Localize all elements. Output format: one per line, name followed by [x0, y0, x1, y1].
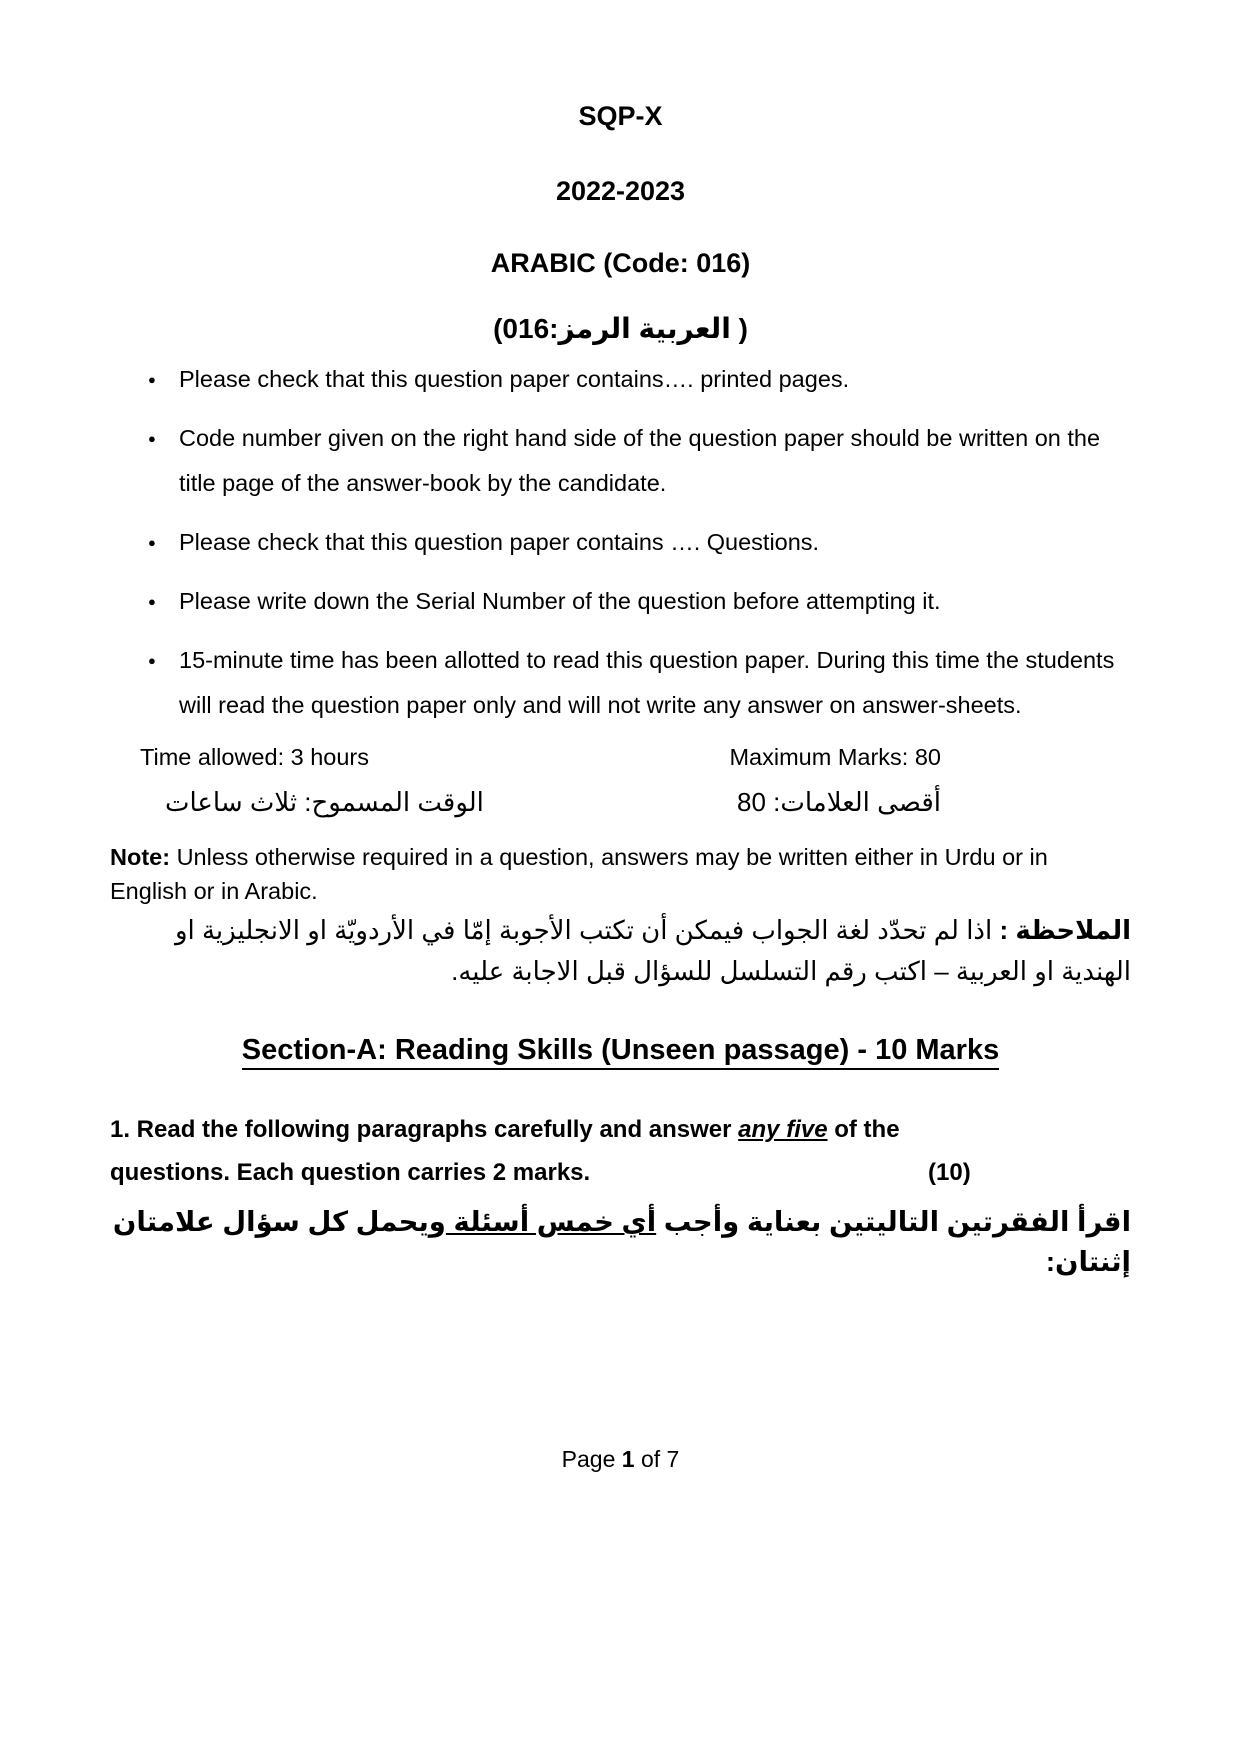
page-number: 1	[621, 1446, 635, 1472]
question-1-arabic-before: اقرأ الفقرتين التاليتين بعناية وأجب	[656, 1206, 1131, 1237]
instruction-text: Please check that this question paper contains …. Questions.	[179, 529, 820, 555]
instruction-item	[110, 638, 1131, 728]
page-label-prefix: Page	[561, 1446, 622, 1472]
subject-title-arabic: ( العربية الرمز:016)	[493, 313, 748, 344]
question-1-text-arabic	[110, 1202, 1131, 1282]
maximum-marks-label-arabic: أقصى العلامات: 80	[737, 787, 941, 817]
note-label: Note:	[110, 844, 171, 870]
page-label-suffix: of 7	[634, 1446, 680, 1472]
paper-code-title: SQP-X	[578, 101, 663, 131]
note-text: Unless otherwise required in a question, answers may be written either in Urdu or in English or in Arabic.	[110, 844, 1048, 904]
bullet-icon: ●	[148, 372, 156, 387]
instruction-item	[110, 579, 1131, 624]
session-year: 2022-2023	[555, 176, 686, 206]
question-1-arabic-after: ويحمل كل سؤال علامتان إثنتان:	[112, 1206, 1131, 1277]
exam-meta-row-arabic	[110, 784, 1131, 820]
time-allowed-label: Time allowed: 3 hours	[140, 744, 370, 770]
note-label-arabic: الملاحظة :	[999, 915, 1131, 945]
section-a-heading	[110, 1032, 1131, 1068]
maximum-marks-label: Maximum Marks: 80	[729, 744, 941, 770]
page-footer	[0, 1445, 1241, 1473]
bullet-icon: ●	[148, 653, 156, 668]
instruction-item	[110, 357, 1131, 402]
general-instructions-list	[110, 357, 1131, 728]
instruction-item	[110, 520, 1131, 565]
time-allowed-label-arabic: الوقت المسموح: ثلاث ساعات	[165, 787, 484, 817]
language-note-arabic	[110, 910, 1131, 992]
language-note	[110, 840, 1131, 908]
note-text-arabic: اذا لم تحدّد لغة الجواب فيمكن أن تكتب الأجوبة إمّا في الأردويّة او الانجليزية او الهندية او العربية – اكتب رقم التسلسل للسؤال قبل الاجابة عليه.	[174, 915, 1131, 986]
bullet-icon: ●	[148, 431, 156, 446]
subject-title: ARABIC (Code: 016)	[490, 248, 751, 278]
question-1-text	[110, 1108, 1025, 1194]
bullet-icon: ●	[148, 535, 156, 550]
question-1-arabic-underlined: أي خمس أسئلة	[445, 1206, 657, 1237]
question-1-before: 1. Read the following paragraphs carefully and answer	[110, 1116, 739, 1143]
bullet-icon: ●	[148, 594, 156, 609]
question-1-after: of the questions. Each question carries 2 marks.	[110, 1116, 900, 1186]
section-a-heading-text: Section-A: Reading Skills (Unseen passage) - 10 Marks	[242, 1034, 999, 1070]
question-1-emphasis: any five	[738, 1116, 828, 1143]
instruction-text: Code number given on the right hand side of the question paper should be written on the title page of the answer-book by the candidate.	[179, 425, 1101, 496]
instruction-text: Please write down the Serial Number of the question before attempting it.	[179, 588, 941, 614]
instruction-item	[110, 416, 1131, 506]
exam-meta-row	[110, 742, 1131, 772]
question-1-marks: (10)	[928, 1159, 971, 1186]
instruction-text: Please check that this question paper contains…. printed pages.	[179, 366, 850, 392]
instruction-text: 15-minute time has been allotted to read this question paper. During this time the students will read the question paper only and will not write any answer on answer-sheets.	[179, 647, 1115, 718]
